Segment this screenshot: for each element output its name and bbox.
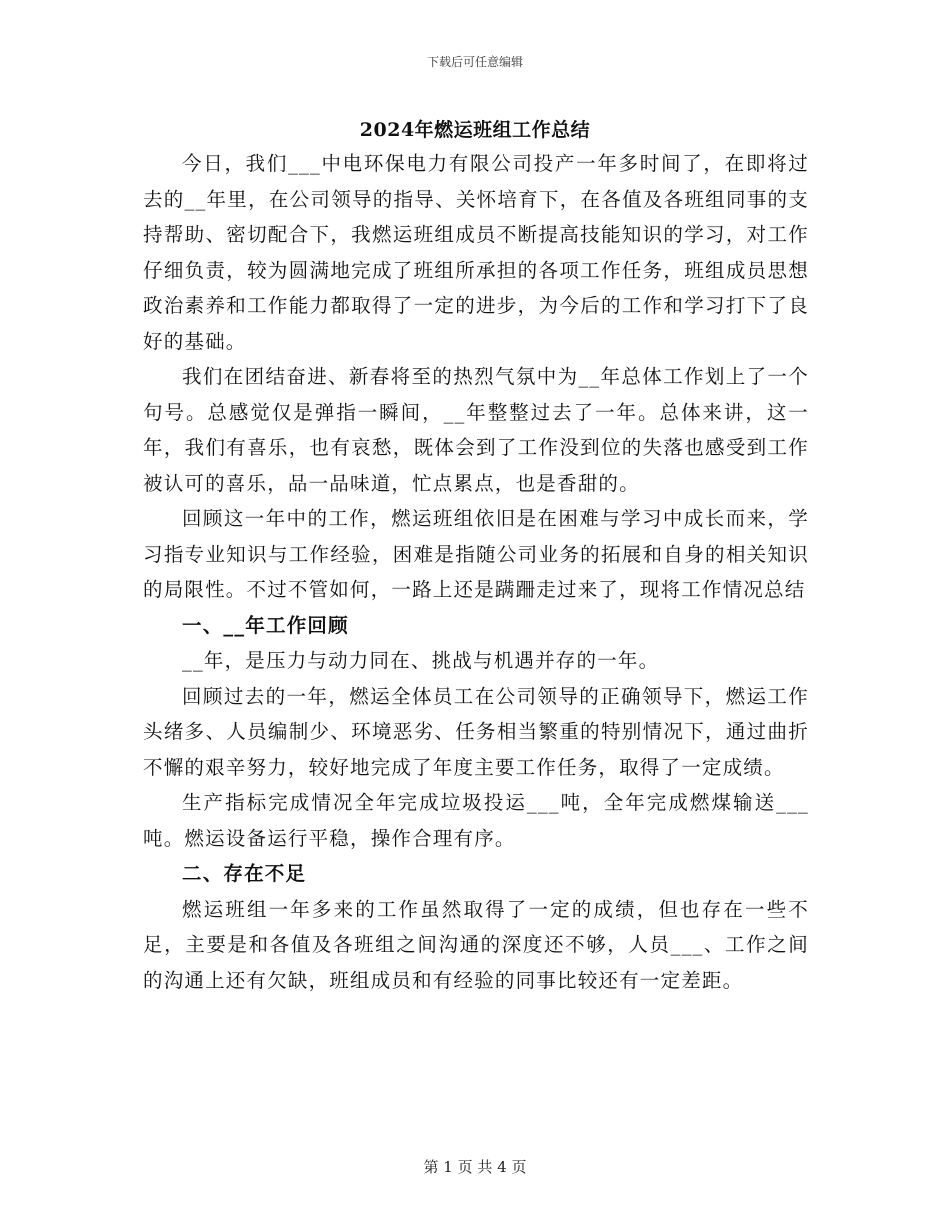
section-2-heading: 二、存在不足 <box>182 862 307 885</box>
section-1-paragraph-2: 回顾过去的一年，燃运全体员工在公司领导的正确领导下，燃运工作头绪多、人员编制少、环境恶劣、任务相当繁重的特别情况下，通过曲折不懈的艰辛努力，较好地完成了年度主要工作任务，取得了一定成绩。 <box>143 684 809 779</box>
section-2-paragraph-1: 燃运班组一年多来的工作虽然取得了一定的成绩，但也存在一些不足，主要是和各值及各班组之间沟通的深度还不够，人员___、工作之间的沟通上还有欠缺，班组成员和有经验的同事比较还有一定差距。 <box>143 897 809 992</box>
section-1-paragraph-3: 生产指标完成情况全年完成垃圾投运___吨，全年完成燃煤输送___吨。燃运设备运行平稳，操作合理有序。 <box>143 791 809 850</box>
document-body <box>143 146 809 998</box>
page-indicator: 第 1 页 共 4 页 <box>423 1158 527 1176</box>
intro-paragraph-3: 回顾这一年中的工作，燃运班组依旧是在困难与学习中成长而来，学习指专业知识与工作经验，困难是指随公司业务的拓展和自身的相关知识的局限性。不过不管如何，一路上还是蹒跚走过来了，现将工作情况总结 <box>143 507 809 601</box>
intro-paragraph-1: 今日，我们___中电环保电力有限公司投产一年多时间了，在即将过去的__年里，在公司领导的指导、关怀培育下，在各值及各班组同事的支持帮助、密切配合下，我燃运班组成员不断提高技能知识的学习，对工作仔细负责，较为圆满地完成了班组所承担的各项工作任务，班组成员思想政治素养和工作能力都取得了一定的进步，为今后的工作和学习打下了良好的基础。 <box>143 152 809 353</box>
section-1-paragraph-1: __年，是压力与动力同在、挑战与机遇并存的一年。 <box>182 649 660 672</box>
intro-paragraph-2: 我们在团结奋进、新春将至的热烈气氛中为__年总体工作划上了一个句号。总感觉仅是弹指一瞬间，__年整整过去了一年。总体来讲，这一年，我们有喜乐，也有哀愁，既体会到了工作没到位的失落也感受到工作被认可的喜乐，品一品味道，忙点累点，也是香甜的。 <box>143 365 809 495</box>
section-1-heading: 一、__年工作回顾 <box>182 613 349 637</box>
header-note: 下载后可任意编辑 <box>426 55 523 69</box>
document-title: 2024年燃运班组工作总结 <box>359 119 591 141</box>
